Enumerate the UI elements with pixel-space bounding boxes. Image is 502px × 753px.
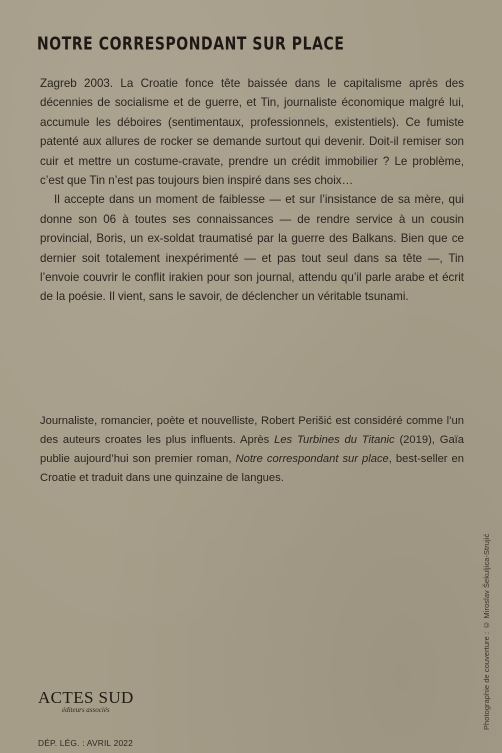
synopsis: [40, 74, 464, 307]
publisher-name: ACTES SUD: [38, 688, 134, 707]
publisher-subtitle: éditeurs associés: [62, 706, 110, 714]
book-title: NOTRE CORRESPONDANT SUR PLACE: [37, 34, 345, 55]
synopsis-paragraph-1: Zagreb 2003. La Croatie fonce tête baissée dans le capitalisme après des décennies de socialisme et de guerre, et Tin, journaliste économique malgré lui, accumule les déboires (sentimentaux, professionnels, existentiels). Ce fumiste patenté aux allures de rocker se demande surtout qui devenir. Doit-il remiser son cuir et mettre un costume-cravate, prendre un crédit immobilier ? Le problème, c’est que Tin n’est pas toujours bien inspiré dans ses choix…: [40, 77, 464, 188]
author-bio-paragraph: [40, 412, 464, 488]
bio-text-3: , best-seller en Croatie et traduit dans une quinzaine de langues.: [40, 453, 464, 484]
bio-book-title-1: Les Turbines du Titanic: [274, 434, 395, 446]
publisher-logo: [38, 688, 134, 714]
bio-text-2: (2019), Gaïa publie aujourd’hui son premier roman,: [40, 434, 464, 465]
synopsis-paragraph-2: Il accepte dans un moment de faiblesse — et sur l’insistance de sa mère, qui donne son 06 à toutes ses connaissances — de rendre service à un cousin provincial, Boris, un ex-soldat traumatisé par la guerre des Balkans. Bien que ce dernier soit totalement inexpérimenté — et pas tout seul dans sa tête —, Tin l’envoie couvrir le conflit irakien pour son journal, attendu qu’il parle arabe et écrit de la poésie. Il vient, sans le savoir, de déclencher un véritable tsunami.: [40, 193, 464, 304]
bio-book-title-2: Notre correspondant sur place: [235, 453, 389, 465]
cover-photo-credit: Photographie de couverture : © Miroslav Šekuljica-Strujić: [482, 533, 491, 730]
legal-deposit: DÉP. LÉG. : AVRIL 2022: [38, 738, 134, 748]
bio-text-1: Journaliste, romancier, poète et nouvelliste, Robert Perišić est considéré comme l’un des auteurs croates les plus influents. Après: [40, 415, 464, 446]
author-bio: [40, 412, 464, 488]
